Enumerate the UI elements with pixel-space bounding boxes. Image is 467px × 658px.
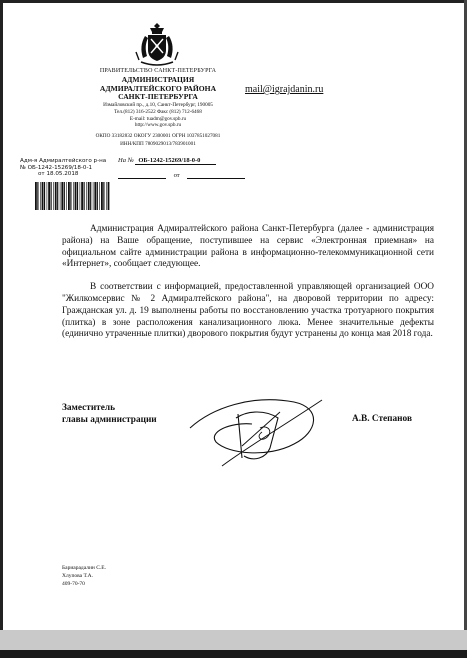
- signatory-name: А.В. Степанов: [352, 414, 412, 424]
- okpo-line: ОКПО 33182832 ОКОГУ 2300001 ОГРН 1037851027081: [95, 133, 221, 139]
- barcode-bar: [90, 182, 91, 210]
- barcode-bar: [94, 182, 96, 210]
- barcode-bar: [97, 182, 98, 210]
- barcode-bar: [106, 182, 107, 210]
- barcode-bar: [93, 182, 94, 210]
- reference-number: ОБ-1242-15269/18-0-0: [135, 157, 216, 165]
- coat-of-arms-emblem: [127, 22, 187, 66]
- address-line: Измайловский пр., д.10, Санкт-Петербург, 190005: [103, 102, 213, 108]
- executor-2: Хлупова Т.А.: [62, 572, 94, 579]
- admin-line-2: АДМИРАЛТЕЙСКОГО РАЙОНА: [99, 83, 217, 93]
- stamp-line-2: № ОБ-1242-15269/18-0-1: [20, 164, 93, 171]
- barcode-bar: [44, 182, 45, 210]
- government-heading: ПРАВИТЕЛЬСТВО САНКТ-ПЕТЕРБУРГА: [99, 68, 217, 74]
- recipient-email[interactable]: mail@igrajdanin.ru: [245, 84, 324, 95]
- barcode-bar: [101, 182, 103, 210]
- scan-edge-bottom: [0, 650, 467, 658]
- registry-codes: [60, 133, 256, 148]
- from-label: от: [173, 172, 180, 179]
- handwritten-signature: [182, 388, 332, 472]
- barcode-bar: [51, 182, 52, 210]
- executor-1: Бариарадалин С.Е.: [62, 565, 106, 571]
- barcode-bar: [47, 182, 48, 210]
- barcode-bar: [108, 182, 110, 210]
- barcode-bar: [35, 182, 37, 210]
- barcode-bar: [37, 182, 38, 210]
- stamp-line-3: от 18.05.2018: [38, 171, 79, 178]
- barcode-bar: [80, 182, 81, 210]
- barcode-bar: [61, 182, 63, 210]
- barcode-bar: [57, 182, 58, 210]
- barcode-bar: [53, 182, 54, 210]
- barcode-bar: [88, 182, 90, 210]
- reference-number-line: [118, 157, 216, 165]
- barcode-bar: [60, 182, 61, 210]
- barcode-bar: [55, 182, 57, 210]
- admin-line-3: САНКТ-ПЕТЕРБУРГА: [118, 92, 198, 102]
- barcode-bar: [48, 182, 50, 210]
- executor-phone: 409-70-70: [62, 580, 85, 587]
- signatory-title-line-1: Заместитель: [62, 403, 116, 413]
- executor-info: [62, 565, 106, 589]
- body-paragraph-1: Администрация Адмиралтейского района Санкт-Петербурга (далее - администрация района) на Ваше обращение, поступившее на сервис «Электронная приемная» на официальном сайте администрации района в информационно-телекоммуникационной сети «Интернет», сообщает следующее.: [62, 224, 434, 270]
- barcode-bar: [81, 182, 83, 210]
- barcode-bar: [68, 182, 70, 210]
- barcode-bar: [40, 182, 41, 210]
- barcode-bar: [66, 182, 67, 210]
- email-line: E-mail: tuadm@gov.spb.ru: [129, 115, 187, 122]
- blank-line: [118, 172, 166, 179]
- blank-line: [187, 172, 245, 179]
- barcode-bar: [70, 182, 71, 210]
- barcode-image: [35, 182, 110, 210]
- phone-line: Тел.(812) 316-2522 Факс (812) 712-6468: [114, 108, 202, 115]
- barcode-bar: [103, 182, 104, 210]
- scan-edge-shadow: [0, 630, 467, 650]
- website-line: http://www.gov.spb.ru: [134, 122, 182, 129]
- letter-body: [62, 224, 434, 341]
- administration-name: [60, 76, 256, 102]
- barcode-bar: [75, 182, 77, 210]
- scan-edge-top: [0, 0, 467, 3]
- barcode-bar: [64, 182, 65, 210]
- barcode-bar: [84, 182, 85, 210]
- date-line: [118, 172, 245, 179]
- barcode-bar: [86, 182, 87, 210]
- registration-stamp: [20, 158, 106, 178]
- barcode-bar: [73, 182, 74, 210]
- reference-label: На №: [118, 157, 134, 164]
- stamp-line-1: Адм-я Адмиралтейского р-на: [20, 158, 107, 164]
- barcode-bar: [77, 182, 78, 210]
- barcode-bar: [42, 182, 44, 210]
- signatory-title: [62, 402, 157, 426]
- inn-line: ИНН/КПП 7809029013/783901001: [120, 140, 196, 147]
- body-paragraph-2: В соответствии с информацией, предоставленной управляющей организацией ООО "Жилкомсервис № 2 Адмиралтейского района", на дворовой территории по адресу: Гражданская ул. д. 19 выполнены работы по восстановлению участка тротуарного покрытия (плитка) в зоне расположения канализационного люка. Менее значительные дефекты (единично утраченные плитки) дворового покрытия будут устранены до конца мая 2018 года.: [62, 282, 434, 340]
- admin-line-1: АДМИНИСТРАЦИЯ: [121, 75, 195, 84]
- signatory-title-line-2: главы администрации: [62, 415, 157, 425]
- address-block: [60, 102, 256, 129]
- barcode-bar: [99, 182, 100, 210]
- scan-edge-left: [0, 0, 3, 658]
